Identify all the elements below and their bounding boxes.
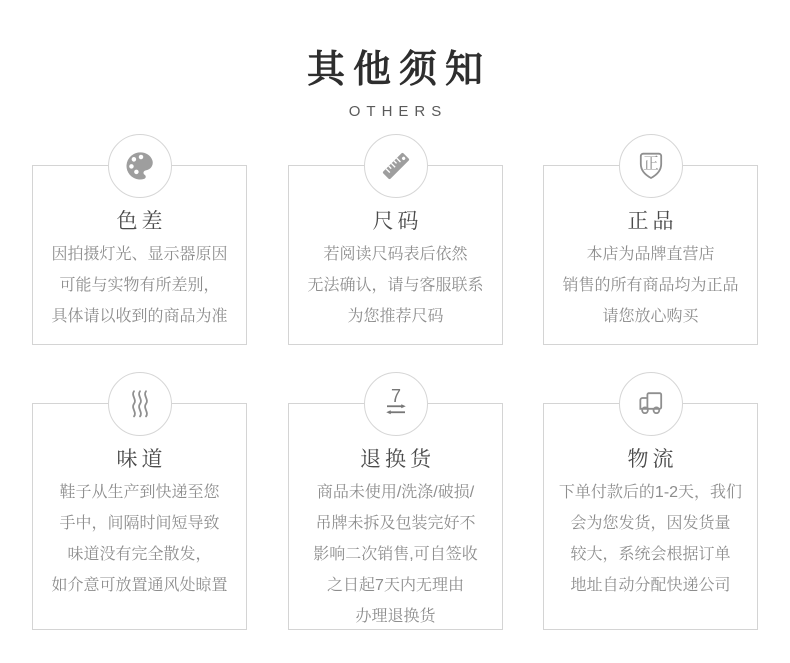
authentic-character: 正 — [642, 155, 659, 173]
body-line: 无法确认，请与客服联系 — [307, 277, 484, 294]
palette-icon — [122, 148, 158, 184]
authentic-shield-icon — [619, 134, 683, 198]
body-line: 办理退换货 — [355, 608, 436, 625]
body-line: 因拍摄灯光、显示器原因 — [51, 246, 228, 263]
card-size — [288, 165, 503, 345]
body-line: 商品未使用/洗涤/破损/ — [316, 484, 475, 501]
card-smell — [32, 403, 247, 630]
card-body — [33, 477, 246, 601]
seven-day-exchange-icon — [364, 372, 428, 436]
seven-label: 7 — [390, 386, 401, 406]
body-line: 吊牌未拆及包装完好不 — [315, 515, 476, 532]
card-color-difference — [32, 165, 247, 345]
steam-icon — [108, 372, 172, 436]
body-line: 可能与实物有所差别， — [59, 277, 220, 294]
body-line: 影响二次销售,可自签收 — [313, 546, 478, 563]
body-line: 销售的所有商品均为正品 — [562, 277, 739, 294]
card-title: 物流 — [627, 448, 678, 471]
body-line: 较大，系统会根据订单 — [570, 546, 731, 563]
section-header — [0, 38, 790, 120]
body-line: 下单付款后的1-2天，我们 — [558, 484, 743, 501]
seven-day-exchange-icon — [378, 386, 414, 422]
card-body — [289, 477, 502, 632]
ruler-icon — [364, 134, 428, 198]
card-authentic — [543, 155, 758, 345]
card-title: 尺码 — [372, 210, 423, 233]
body-line: 如介意可放置通风处晾置 — [51, 577, 228, 594]
steam-icon — [122, 386, 158, 422]
card-title: 色差 — [116, 210, 167, 233]
body-line: 鞋子从生产到快递至您 — [59, 484, 220, 501]
body-line: 之日起7天内无理由 — [327, 577, 464, 594]
card-returns — [288, 386, 503, 630]
card-title: 正品 — [627, 210, 678, 233]
page-subtitle: OTHERS — [348, 103, 448, 120]
card-body — [33, 239, 246, 332]
card-body — [289, 239, 502, 332]
card-body — [544, 239, 757, 332]
body-line: 味道没有完全散发， — [67, 546, 212, 563]
body-line: 本店为品牌直营店 — [586, 246, 715, 263]
card-logistics — [543, 403, 758, 630]
card-body — [544, 477, 757, 601]
palette-icon — [108, 134, 172, 198]
body-line: 具体请以收到的商品为准 — [51, 308, 228, 325]
truck-icon — [619, 372, 683, 436]
body-line: 若阅读尺码表后依然 — [323, 246, 468, 263]
truck-icon — [633, 386, 669, 422]
ruler-icon — [378, 148, 414, 184]
body-line: 会为您发货，因发货量 — [570, 515, 731, 532]
card-title: 味道 — [116, 448, 167, 471]
body-line: 手中，间隔时间短导致 — [59, 515, 220, 532]
card-title: 退换货 — [360, 448, 435, 471]
body-line: 为您推荐尺码 — [347, 308, 444, 325]
authentic-shield-icon — [633, 148, 669, 184]
body-line: 请您放心购买 — [602, 308, 699, 325]
body-line: 地址自动分配快递公司 — [570, 577, 731, 594]
page-title: 其他须知 — [306, 49, 491, 91]
